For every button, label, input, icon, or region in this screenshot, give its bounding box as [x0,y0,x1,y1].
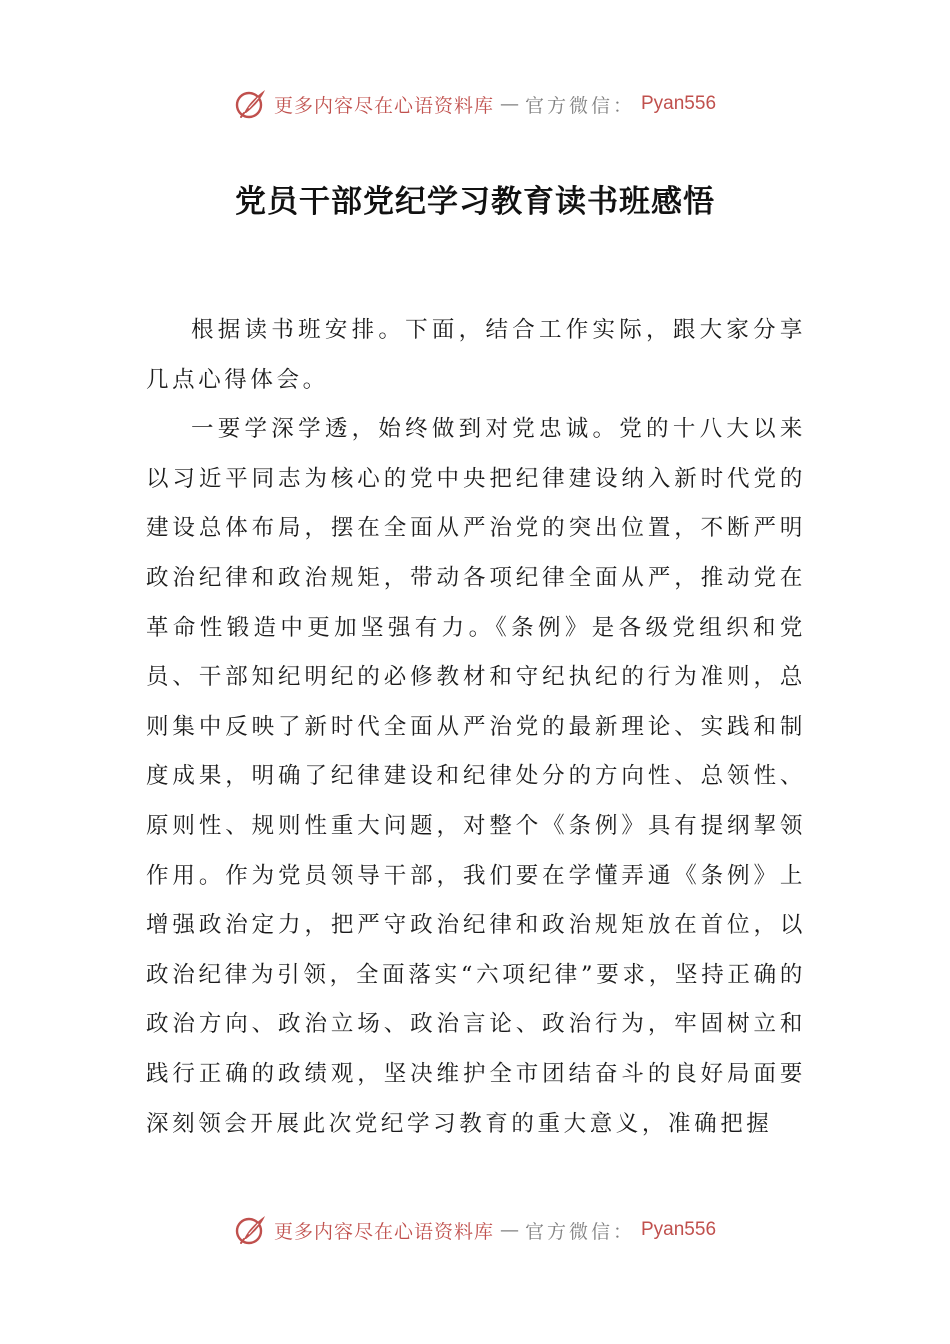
header-banner-wechat-id: Pyan556 [641,93,717,114]
quill-logo-icon [234,1213,268,1247]
header-watermark-banner [0,84,950,124]
footer-banner-wechat-id: Pyan556 [641,1219,717,1240]
header-banner-highlight: 更多内容尽在心语资料库 [273,94,494,117]
footer-banner-highlight: 更多内容尽在心语资料库 [273,1220,494,1243]
footer-banner-content [234,1213,716,1247]
header-banner-separator: — [499,93,519,115]
document-body [146,306,806,1149]
quill-logo-icon [234,87,268,121]
document-title: 党员干部党纪学习教育读书班感悟 [235,184,715,220]
footer-banner-separator: — [499,1219,519,1241]
footer-watermark-banner [0,1210,950,1250]
body-paragraph-intro: 根据读书班安排。下面，结合工作实际，跟大家分享几点心得体会。 [146,317,806,393]
body-paragraph-point-one: 一要学深学透，始终做到对党忠诚。党的十八大以来以习近平同志为核心的党中央把纪律建设纳入新时代党的建设总体布局，摆在全面从严治党的突出位置，不断严明政治纪律和政治规矩，带动各项纪律全面从严，推动党在革命性锻造中更加坚强有力。《条例》是各级党组织和党员、干部知纪明纪的必修教材和守纪执纪的行为准则，总则集中反映了新时代全面从严治党的最新理论、实践和制度成果，明确了纪律建设和纪律处分的方向性、总领性、原则性、规则性重大问题，对整个《条例》具有提纲挈领作用。作为党员领导干部，我们要在学懂弄通《条例》上增强政治定力，把严守政治纪律和政治规矩放在首位，以政治纪律为引领，全面落实“六项纪律”要求，坚持正确的政治方向、政治立场、政治言论、政治行为，牢固树立和践行正确的政绩观，坚决维护全市团结奋斗的良好局面要深刻领会开展此次党纪学习教育的重大意义，准确把握 [146,416,806,1137]
header-banner-content [234,87,716,121]
header-banner-label: 官方微信： [524,94,635,117]
footer-banner-label: 官方微信： [524,1220,635,1243]
